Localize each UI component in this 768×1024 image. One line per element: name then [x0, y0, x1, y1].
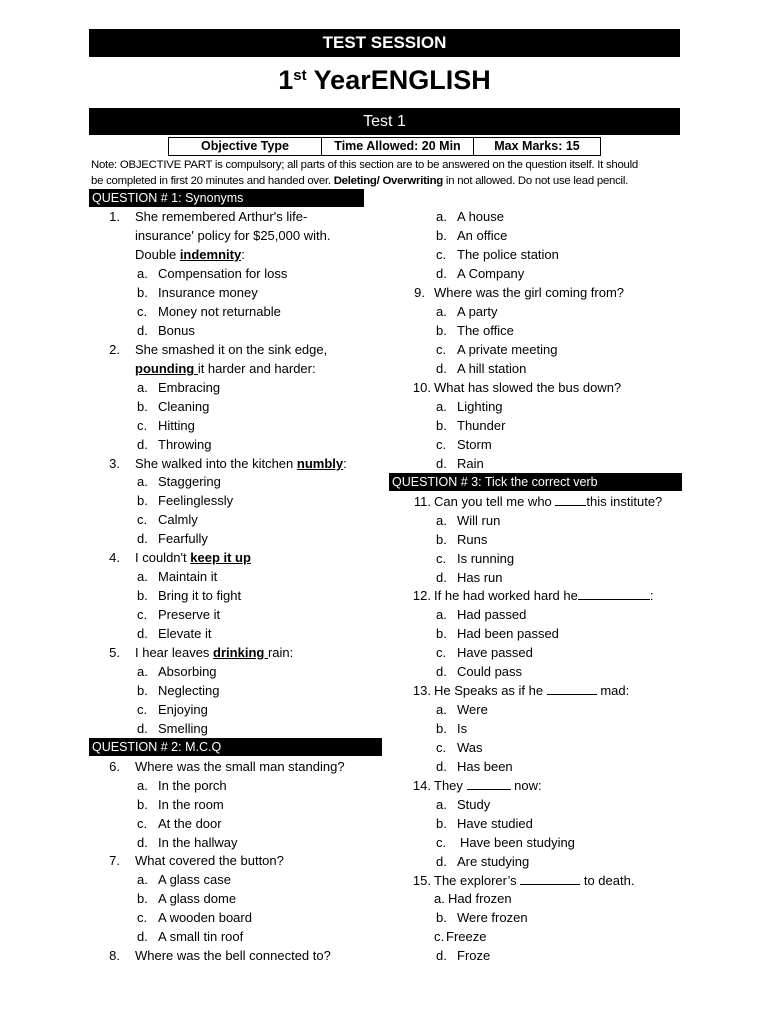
- option-a[interactable]: Absorbing: [158, 664, 217, 679]
- option-letter: d.: [137, 929, 148, 944]
- option-a[interactable]: Compensation for loss: [158, 266, 288, 281]
- question-text: They now:: [434, 778, 542, 793]
- option-d[interactable]: Has run: [457, 570, 503, 585]
- option-a[interactable]: Were: [457, 702, 488, 717]
- option-letter: d.: [436, 570, 447, 585]
- heading-number: 1: [278, 65, 294, 95]
- option-d[interactable]: A small tin roof: [158, 929, 244, 944]
- option-c[interactable]: At the door: [158, 816, 222, 831]
- option-letter: c.: [137, 816, 148, 831]
- option-a[interactable]: A glass case: [158, 872, 231, 887]
- option-letter: c.: [436, 342, 447, 357]
- option-b[interactable]: Runs: [457, 532, 488, 547]
- answer-blank[interactable]: [520, 872, 580, 885]
- question-text: insurance' policy for $25,000 with.: [135, 228, 331, 243]
- option-b[interactable]: Neglecting: [158, 683, 220, 698]
- option-d[interactable]: Bonus: [158, 323, 195, 338]
- option-letter: c.: [436, 740, 447, 755]
- question-number: 9.: [414, 285, 425, 300]
- option-letter: b.: [137, 797, 148, 812]
- option-c[interactable]: Preserve it: [158, 607, 221, 622]
- option-letter: b.: [436, 532, 447, 547]
- option-letter: d.: [137, 626, 148, 641]
- option-letter: a.: [137, 664, 148, 679]
- option-d[interactable]: A Company: [457, 266, 525, 281]
- option-a[interactable]: Lighting: [457, 399, 503, 414]
- option-letter: a.: [436, 702, 447, 717]
- option-letter: d.: [436, 266, 447, 281]
- option-letter: a.: [137, 872, 148, 887]
- option-letter: c.: [137, 607, 148, 622]
- option-letter: d.: [436, 361, 447, 376]
- option-letter: b.: [436, 228, 447, 243]
- option-letter: a.: [436, 607, 447, 622]
- option-b[interactable]: Cleaning: [158, 399, 210, 414]
- option-d[interactable]: Rain: [457, 456, 484, 471]
- option-a[interactable]: Had frozen: [448, 891, 512, 906]
- question-number: 5.: [109, 645, 120, 660]
- option-b[interactable]: Had been passed: [457, 626, 559, 641]
- question-number: 15.: [412, 873, 431, 888]
- question-text: pounding it harder and harder:: [135, 361, 316, 376]
- info-table: [168, 137, 601, 156]
- question-number: 10.: [412, 380, 431, 395]
- option-letter: d.: [137, 835, 148, 850]
- question-text: She remembered Arthur's life-: [135, 209, 308, 224]
- option-letter: a.: [137, 569, 148, 584]
- option-d[interactable]: Has been: [457, 759, 513, 774]
- option-a[interactable]: Study: [457, 797, 491, 812]
- option-b[interactable]: Is: [457, 721, 468, 736]
- option-letter: d.: [436, 456, 447, 471]
- question-text: If he had worked hard he :: [434, 588, 654, 603]
- heading-superscript: st: [293, 67, 307, 84]
- option-letter: c.: [137, 910, 148, 925]
- option-letter: a.: [434, 891, 445, 906]
- answer-blank[interactable]: [467, 777, 511, 790]
- option-letter: c.: [137, 512, 148, 527]
- note-line-2: be completed in first 20 minutes and handed over. Deleting/ Overwriting in not allowed. Do not use lead pencil.: [91, 175, 629, 187]
- question-text: Where was the small man standing?: [135, 759, 345, 774]
- option-c[interactable]: A private meeting: [457, 342, 558, 357]
- option-letter: b.: [436, 910, 447, 925]
- option-c[interactable]: Is running: [457, 551, 515, 566]
- option-letter: b.: [137, 683, 148, 698]
- option-letter: a.: [137, 474, 148, 489]
- question-number: 6.: [109, 759, 120, 774]
- option-d[interactable]: Elevate it: [158, 626, 212, 641]
- option-c[interactable]: Was: [457, 740, 483, 755]
- option-b[interactable]: The office: [457, 323, 514, 338]
- question-text: Double indemnity:: [135, 247, 245, 262]
- question-number: 3.: [109, 456, 120, 471]
- question-number: 1.: [109, 209, 120, 224]
- answer-blank[interactable]: [547, 682, 597, 695]
- question-text: I hear leaves drinking rain:: [135, 645, 294, 660]
- option-letter: d.: [436, 664, 447, 679]
- option-letter: b.: [137, 399, 148, 414]
- option-letter: c.: [436, 551, 447, 566]
- option-letter: d.: [436, 948, 447, 963]
- option-a[interactable]: Staggering: [158, 474, 221, 489]
- question-text: He Speaks as if he mad:: [434, 683, 630, 698]
- option-letter: c.: [436, 247, 447, 262]
- option-d[interactable]: In the hallway: [158, 835, 238, 850]
- option-c[interactable]: Hitting: [158, 418, 195, 433]
- question-number: 7.: [109, 853, 120, 868]
- objective-type-cell: Objective Type: [169, 138, 322, 156]
- option-letter: d.: [436, 759, 447, 774]
- question-number: 8.: [109, 948, 120, 963]
- option-b[interactable]: Feelinglessly: [158, 493, 234, 508]
- option-d[interactable]: Smelling: [158, 721, 208, 736]
- answer-blank[interactable]: [578, 587, 650, 600]
- option-letter: a.: [436, 399, 447, 414]
- option-letter: d.: [137, 721, 148, 736]
- option-d[interactable]: Throwing: [158, 437, 212, 452]
- option-c[interactable]: Have been studying: [460, 835, 575, 850]
- question-text: The explorer’s to death.: [434, 873, 635, 888]
- heading-text: YearENGLISH: [306, 65, 491, 95]
- option-letter: c.: [436, 437, 447, 452]
- option-d[interactable]: Could pass: [457, 664, 523, 679]
- time-allowed-cell: Time Allowed: 20 Min: [322, 138, 474, 156]
- option-letter: b.: [436, 418, 447, 433]
- option-c[interactable]: Freeze: [446, 929, 487, 944]
- option-letter: a.: [436, 304, 447, 319]
- option-letter: c.: [436, 645, 447, 660]
- option-letter: a.: [137, 778, 148, 793]
- question-number: 11.: [413, 494, 431, 509]
- option-c[interactable]: The police station: [457, 247, 559, 262]
- option-letter: b.: [436, 816, 447, 831]
- option-letter: b.: [137, 891, 148, 906]
- option-letter: b.: [137, 588, 148, 603]
- option-d[interactable]: Fearfully: [158, 531, 208, 546]
- option-letter: d.: [137, 437, 148, 452]
- question-number: 2.: [109, 342, 120, 357]
- option-letter: b.: [137, 285, 148, 300]
- section-q1-header: QUESTION # 1: Synonyms: [89, 189, 364, 207]
- option-b[interactable]: Bring it to fight: [158, 588, 242, 603]
- option-letter: a.: [137, 266, 148, 281]
- option-letter: a.: [137, 380, 148, 395]
- option-letter: d.: [137, 323, 148, 338]
- note-line-1: Note: OBJECTIVE PART is compulsory; all parts of this section are to be answered on the question itself. It should: [91, 159, 639, 171]
- question-number: 12.: [412, 588, 431, 603]
- answer-blank[interactable]: [555, 493, 586, 506]
- option-c[interactable]: Storm: [457, 437, 492, 452]
- option-letter: c.: [137, 418, 148, 433]
- test-session-title: TEST SESSION: [89, 29, 680, 57]
- option-letter: c.: [137, 304, 148, 319]
- option-letter: b.: [137, 493, 148, 508]
- max-marks-cell: Max Marks: 15: [474, 138, 601, 156]
- option-letter: c.: [137, 702, 148, 717]
- question-text: Can you tell me who this institute?: [434, 494, 663, 509]
- option-b[interactable]: Were frozen: [457, 910, 528, 925]
- option-d[interactable]: Froze: [457, 948, 491, 963]
- option-a[interactable]: A house: [457, 209, 504, 224]
- option-a[interactable]: In the porch: [158, 778, 227, 793]
- option-c[interactable]: Have passed: [457, 645, 533, 660]
- option-c[interactable]: A wooden board: [158, 910, 252, 925]
- question-text: Where was the bell connected to?: [135, 948, 331, 963]
- question-text: Where was the girl coming from?: [434, 285, 625, 300]
- option-a[interactable]: Embracing: [158, 380, 221, 395]
- option-b[interactable]: Have studied: [457, 816, 533, 831]
- option-a[interactable]: Will run: [457, 513, 501, 528]
- option-b[interactable]: A glass dome: [158, 891, 237, 906]
- option-b[interactable]: Insurance money: [158, 285, 258, 300]
- option-letter: d.: [436, 854, 447, 869]
- option-letter: c.: [436, 835, 447, 850]
- option-letter: b.: [436, 323, 447, 338]
- option-b[interactable]: In the room: [158, 797, 224, 812]
- test-number-bar: Test 1: [89, 108, 680, 135]
- question-text: What has slowed the bus down?: [434, 380, 622, 395]
- option-letter: a.: [436, 797, 447, 812]
- option-c[interactable]: Enjoying: [158, 702, 208, 717]
- option-b[interactable]: Thunder: [457, 418, 506, 433]
- option-letter: b.: [436, 721, 447, 736]
- option-letter: a.: [436, 209, 447, 224]
- option-letter: b.: [436, 626, 447, 641]
- option-d[interactable]: A hill station: [457, 361, 527, 376]
- option-c[interactable]: Calmly: [158, 512, 198, 527]
- page-heading: [89, 60, 680, 100]
- question-number: 13.: [412, 683, 431, 698]
- option-b[interactable]: An office: [457, 228, 508, 243]
- question-number: 4.: [109, 550, 120, 565]
- option-a[interactable]: Had passed: [457, 607, 527, 622]
- option-letter: c.: [434, 929, 445, 944]
- question-text: She walked into the kitchen numbly:: [135, 456, 347, 471]
- question-text: What covered the button?: [135, 853, 284, 868]
- option-d[interactable]: Are studying: [457, 854, 530, 869]
- question-text: She smashed it on the sink edge,: [135, 342, 328, 357]
- option-c[interactable]: Money not returnable: [158, 304, 281, 319]
- section-q3-header: QUESTION # 3: Tick the correct verb: [389, 473, 682, 491]
- option-a[interactable]: A party: [457, 304, 498, 319]
- section-q2-header: QUESTION # 2: M.C.Q: [89, 738, 382, 756]
- option-a[interactable]: Maintain it: [158, 569, 218, 584]
- instructions-note: [91, 157, 681, 189]
- question-number: 14.: [412, 778, 431, 793]
- option-letter: d.: [137, 531, 148, 546]
- question-text: I couldn't keep it up: [135, 550, 251, 565]
- option-letter: a.: [436, 513, 447, 528]
